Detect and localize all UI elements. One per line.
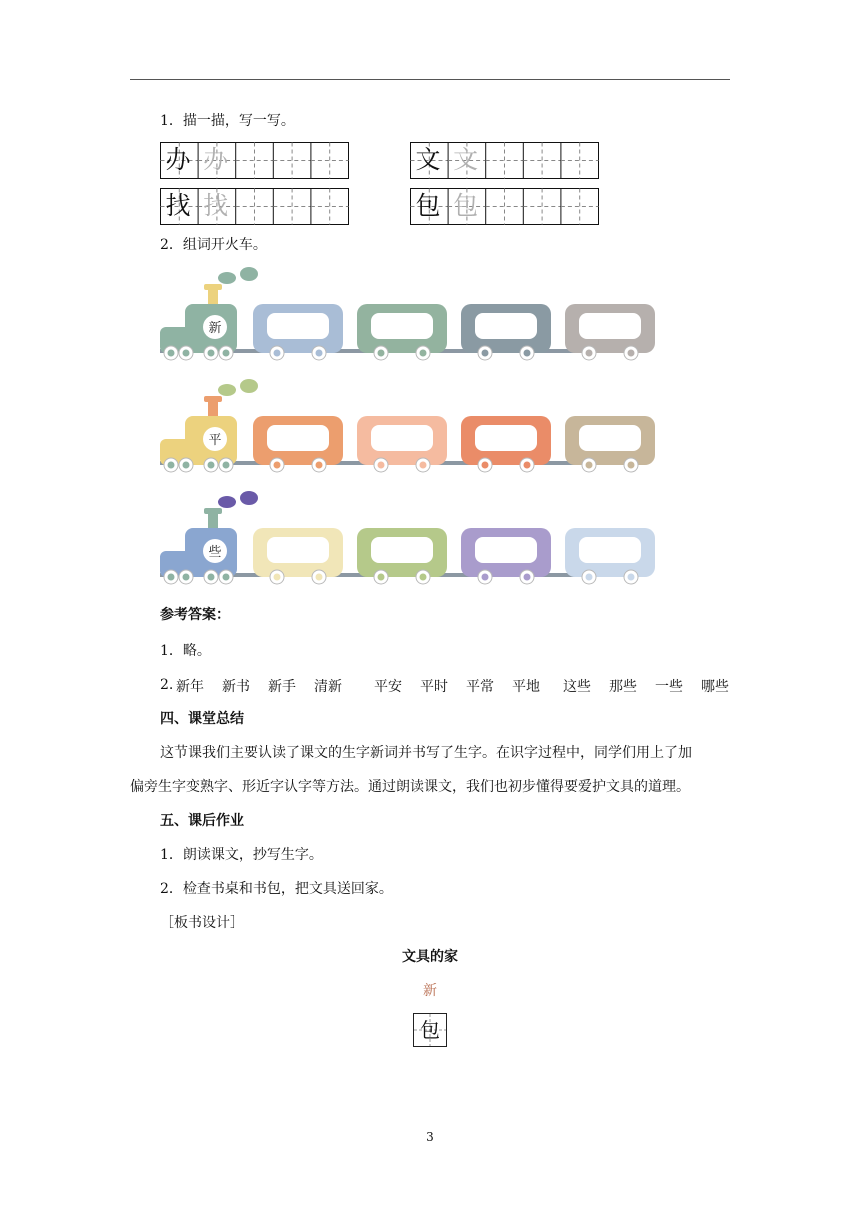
answer-1: 1．略。 bbox=[160, 643, 211, 659]
board-word: 新 bbox=[423, 983, 437, 999]
wheel-hub-icon bbox=[586, 574, 593, 581]
wheel-hub-icon bbox=[168, 350, 175, 357]
grid-trace-char: 找 bbox=[203, 191, 229, 220]
smoke-puff-icon bbox=[218, 272, 236, 284]
section2-heading: 2．组词开火车。 bbox=[160, 237, 267, 253]
grid-model-char: 办 bbox=[165, 145, 191, 174]
chimney bbox=[208, 401, 218, 417]
board-title: 文具的家 bbox=[402, 949, 458, 965]
car-word-box bbox=[371, 425, 433, 451]
smoke-puff-icon bbox=[218, 496, 236, 508]
homework-heading: 五、课后作业 bbox=[160, 813, 244, 829]
wheel-hub-icon bbox=[316, 462, 323, 469]
answer-word: 新手 bbox=[268, 679, 296, 695]
train-xie bbox=[155, 486, 665, 591]
wheel-hub-icon bbox=[420, 574, 427, 581]
wheel-hub-icon bbox=[274, 462, 281, 469]
answer-word: 那些 bbox=[609, 679, 637, 695]
wheel-hub-icon bbox=[316, 574, 323, 581]
car-word-box bbox=[475, 313, 537, 339]
car-word-box bbox=[579, 425, 641, 451]
wheel-hub-icon bbox=[378, 350, 385, 357]
engine-char: 平 bbox=[208, 433, 222, 448]
answer-word: 平地 bbox=[512, 679, 540, 695]
wheel-hub-icon bbox=[378, 462, 385, 469]
grid-trace-char: 文 bbox=[453, 145, 479, 174]
train-ping bbox=[155, 374, 665, 479]
wheel-hub-icon bbox=[183, 574, 190, 581]
car-word-box bbox=[267, 537, 329, 563]
grid-model-char: 文 bbox=[415, 145, 441, 174]
summary-line-2: 偏旁生字变熟字、形近字认字等方法。通过朗读课文，我们也初步懂得要爱护文具的道理。 bbox=[130, 779, 690, 795]
smoke-puff-icon bbox=[240, 379, 258, 393]
answer-word: 这些 bbox=[563, 679, 591, 695]
wheel-hub-icon bbox=[420, 462, 427, 469]
wheel-hub-icon bbox=[420, 350, 427, 357]
car-word-box bbox=[475, 537, 537, 563]
homework-item-2: 2．检查书桌和书包，把文具送回家。 bbox=[160, 881, 393, 897]
wheel-hub-icon bbox=[223, 462, 230, 469]
summary-heading: 四、课堂总结 bbox=[160, 711, 244, 727]
wheel-hub-icon bbox=[482, 462, 489, 469]
car-word-box bbox=[267, 425, 329, 451]
answer-word: 平常 bbox=[466, 679, 494, 695]
section1-heading: 1．描一描，写一写。 bbox=[160, 113, 295, 129]
grid-trace-char: 包 bbox=[453, 191, 479, 220]
smoke-puff-icon bbox=[240, 491, 258, 505]
car-word-box bbox=[475, 425, 537, 451]
wheel-hub-icon bbox=[223, 574, 230, 581]
wheel-hub-icon bbox=[524, 350, 531, 357]
smoke-puff-icon bbox=[240, 267, 258, 281]
answer-word: 一些 bbox=[655, 679, 683, 695]
homework-item-1: 1．朗读课文，抄写生字。 bbox=[160, 847, 323, 863]
wheel-hub-icon bbox=[183, 350, 190, 357]
chimney bbox=[208, 513, 218, 529]
answers-heading: 参考答案： bbox=[160, 607, 230, 623]
board-grid-char: 包 bbox=[420, 1018, 440, 1042]
wheel-hub-icon bbox=[316, 350, 323, 357]
train-xin bbox=[155, 262, 665, 367]
wheel-hub-icon bbox=[628, 462, 635, 469]
answer-2-label: 2. bbox=[160, 677, 174, 693]
car-word-box bbox=[579, 313, 641, 339]
grid-model-char: 找 bbox=[165, 191, 191, 220]
board-grid bbox=[413, 1013, 447, 1047]
answer-word: 新书 bbox=[222, 679, 250, 695]
wheel-hub-icon bbox=[168, 574, 175, 581]
engine-char: 新 bbox=[208, 321, 222, 336]
wheel-hub-icon bbox=[208, 574, 215, 581]
wheel-hub-icon bbox=[524, 574, 531, 581]
car-word-box bbox=[371, 313, 433, 339]
wheel-hub-icon bbox=[183, 462, 190, 469]
wheel-hub-icon bbox=[208, 350, 215, 357]
answer-word: 哪些 bbox=[701, 679, 729, 695]
wheel-hub-icon bbox=[628, 350, 635, 357]
car-word-box bbox=[267, 313, 329, 339]
car-word-box bbox=[371, 537, 433, 563]
grid-trace-char: 办 bbox=[203, 145, 229, 174]
wheel-hub-icon bbox=[274, 350, 281, 357]
board-heading: ［板书设计］ bbox=[160, 915, 244, 931]
engine-char: 些 bbox=[208, 545, 222, 560]
summary-line-1: 这节课我们主要认读了课文的生字新词并书写了生字。在识字过程中，同学们用上了加 bbox=[160, 745, 692, 761]
wheel-hub-icon bbox=[223, 350, 230, 357]
chimney bbox=[208, 289, 218, 305]
wheel-hub-icon bbox=[586, 350, 593, 357]
wheel-hub-icon bbox=[168, 462, 175, 469]
page-number: 3 bbox=[426, 1130, 434, 1144]
smoke-puff-icon bbox=[218, 384, 236, 396]
answer-word: 平安 bbox=[374, 679, 402, 695]
wheel-hub-icon bbox=[586, 462, 593, 469]
car-word-box bbox=[579, 537, 641, 563]
answer-word: 清新 bbox=[314, 679, 342, 695]
grid-model-char: 包 bbox=[415, 191, 441, 220]
answer-word: 平时 bbox=[420, 679, 448, 695]
wheel-hub-icon bbox=[208, 462, 215, 469]
wheel-hub-icon bbox=[628, 574, 635, 581]
wheel-hub-icon bbox=[274, 574, 281, 581]
wheel-hub-icon bbox=[482, 574, 489, 581]
header-rule bbox=[130, 79, 730, 80]
answer-word: 新年 bbox=[176, 679, 204, 695]
wheel-hub-icon bbox=[482, 350, 489, 357]
wheel-hub-icon bbox=[378, 574, 385, 581]
wheel-hub-icon bbox=[524, 462, 531, 469]
